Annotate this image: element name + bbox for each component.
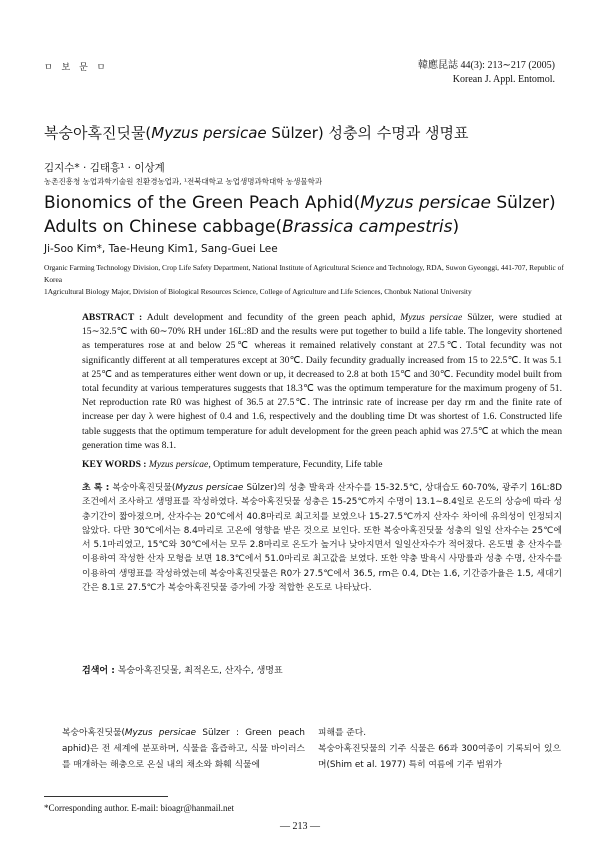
body-column-right: 피해를 준다. 복숭아혹진딧물의 기주 식물은 66과 300여종이 기록되어 있으며(Shim et al. 1977) 특히 여름에 기주 범위가 [318, 728, 561, 770]
english-authors: Ji-Soo Kim*, Tae-Heung Kim1, Sang-Guei Lee [44, 243, 278, 255]
abstract-ko-label: 초 록 : [82, 483, 110, 493]
footnote: *Corresponding author. E-mail: bioagr@hanmail.net [44, 803, 234, 813]
english-affiliation [44, 262, 564, 298]
english-title: Bionomics of the Green Peach Aphid(Myzus persicae Sülzer) Adults on Chinese cabbage(Brassica campestris) [44, 193, 556, 237]
keywords-label: KEY WORDS : [82, 459, 147, 470]
affiliation-2: 1Agricultural Biology Major, Division of Biological Resources Science, College of Agriculture and Life Sciences, Chonbuk National University [44, 287, 472, 296]
keywords-en: KEY WORDS : Myzus persicae, Optimum temperature, Fecundity, Life table [82, 459, 383, 470]
korean-authors: 김지수* · 김태흥¹ · 이상계 [44, 162, 165, 174]
body-column-left: 복숭아혹진딧물(Myzus persicae Sülzer : Green peach aphid)은 전 세계에 분포하며, 식물을 흡즙하고, 식물 바이러스를 매개하는 해충으로 온실 내의 채소와 화훼 식물에 [62, 728, 305, 770]
keywords-ko: 검색어 : 복숭아혹진딧물, 최적온도, 산자수, 생명표 [82, 666, 283, 676]
korean-affiliation: 농촌진흥청 농업과학기술원 친환경농업과, ¹전북대학교 농업생명과학대학 농생물학과 [44, 177, 323, 186]
keywords-ko-label: 검색어 : [82, 666, 115, 676]
abstract-label: ABSTRACT : [82, 312, 143, 323]
journal-citation [418, 59, 555, 87]
footnote-divider [44, 796, 168, 797]
affiliation-1: Organic Farming Technology Division, Crop Life Safety Department, National Institute of Agricultural Science and Technology, RDA, Suwon Gyeonggi, 441-707, Republic of Korea [44, 263, 564, 284]
abstract-en: ABSTRACT : Adult development and fecundity of the green peach aphid, Myzus persicae Sülzer, were studied at 15∼32.5℃ with 60∼70% RH under 16L:8D and the results were put together to build a life table. The longevity shortened as temperatures rose at and below 25℃ whereas it remained relatively constant at 27.5℃. Total fecundity was not significantly different at all temperatures except at 30℃. Daily fecundity gradually increased from 15 to 22.5℃. It was 5.1 at 25℃ and as temperatures either went down or up, it decreased to 2.8 at both 15℃ and 30℃. Fecundity model built from total fecundity at various temperatures suggests that 18.3℃ was the optimum temperature for the maximum progeny of 51. Net reproduction rate R0 was highest of 36.5 at 27.5℃. The intrinsic rate of increase per day rm and the finite rate of increase per day λ were highest of 0.4 and 1.6, respectively and the doubling time Dt was shortest of 1.6. Constructed life table suggests that the optimum temperature for adult development for the green peach aphid was 27.5℃ at which the mean generation time was 8.1. [82, 312, 562, 451]
page-number: — 213 — [280, 821, 320, 832]
abstract-ko: 초 록 : 복숭아혹진딧물(Myzus persicae Sülzer)의 성충 발육과 산자수를 15-32.5℃, 상대습도 60-70%, 광주기 16L:8D 조건에서 조사하고 생명표를 작성하였다. 복숭아혹진딧물 성충은 15-25℃까지 수명이 13.1∼8.4일로 온도의 상승에 따라 성충기간이 짧아졌으며, 산자수는 20℃에서 40.8마리로 최고치를 보였으나 15-27.5℃까지 산자수 차이에 유의성이 인정되지 않았다. 다만 30℃에서는 8.4마리로 고온에 영향을 받은 것으로 보인다. 또한 복숭아혹진딧물 성충의 일일 산자수는 25℃에서 5.1마리였고, 15℃와 30℃에서는 모두 2.8마리로 온도가 높거나 낮아지면서 일일산자수가 적어졌다. 온도별 총 산자수를 이용하여 작성한 산자 모형을 보면 18.3℃에서 51.0마리로 최고값을 보였다. 또한 약충 발육시 사망률과 성충 수명, 산자수를 이용하여 생명표를 작성하였는데 복숭아혹진딧물은 R0가 27.5℃에서 36.5, rm은 0.4, Dt는 1.6, 기간증가율은 1.5, 세대기간은 8.1로 27.5℃가 복숭아혹진딧물 증가에 가장 적합한 온도로 나타났다. [82, 483, 563, 594]
korean-title: 복숭아혹진딧물(Myzus persicae Sülzer) 성충의 수명과 생명표 [44, 124, 469, 142]
journal-ko: 韓應昆誌 44(3): 213∼217 (2005) [418, 60, 555, 71]
section-label: ㅁ 보 문 ㅁ [44, 63, 109, 73]
journal-en: Korean J. Appl. Entomol. [452, 74, 555, 85]
